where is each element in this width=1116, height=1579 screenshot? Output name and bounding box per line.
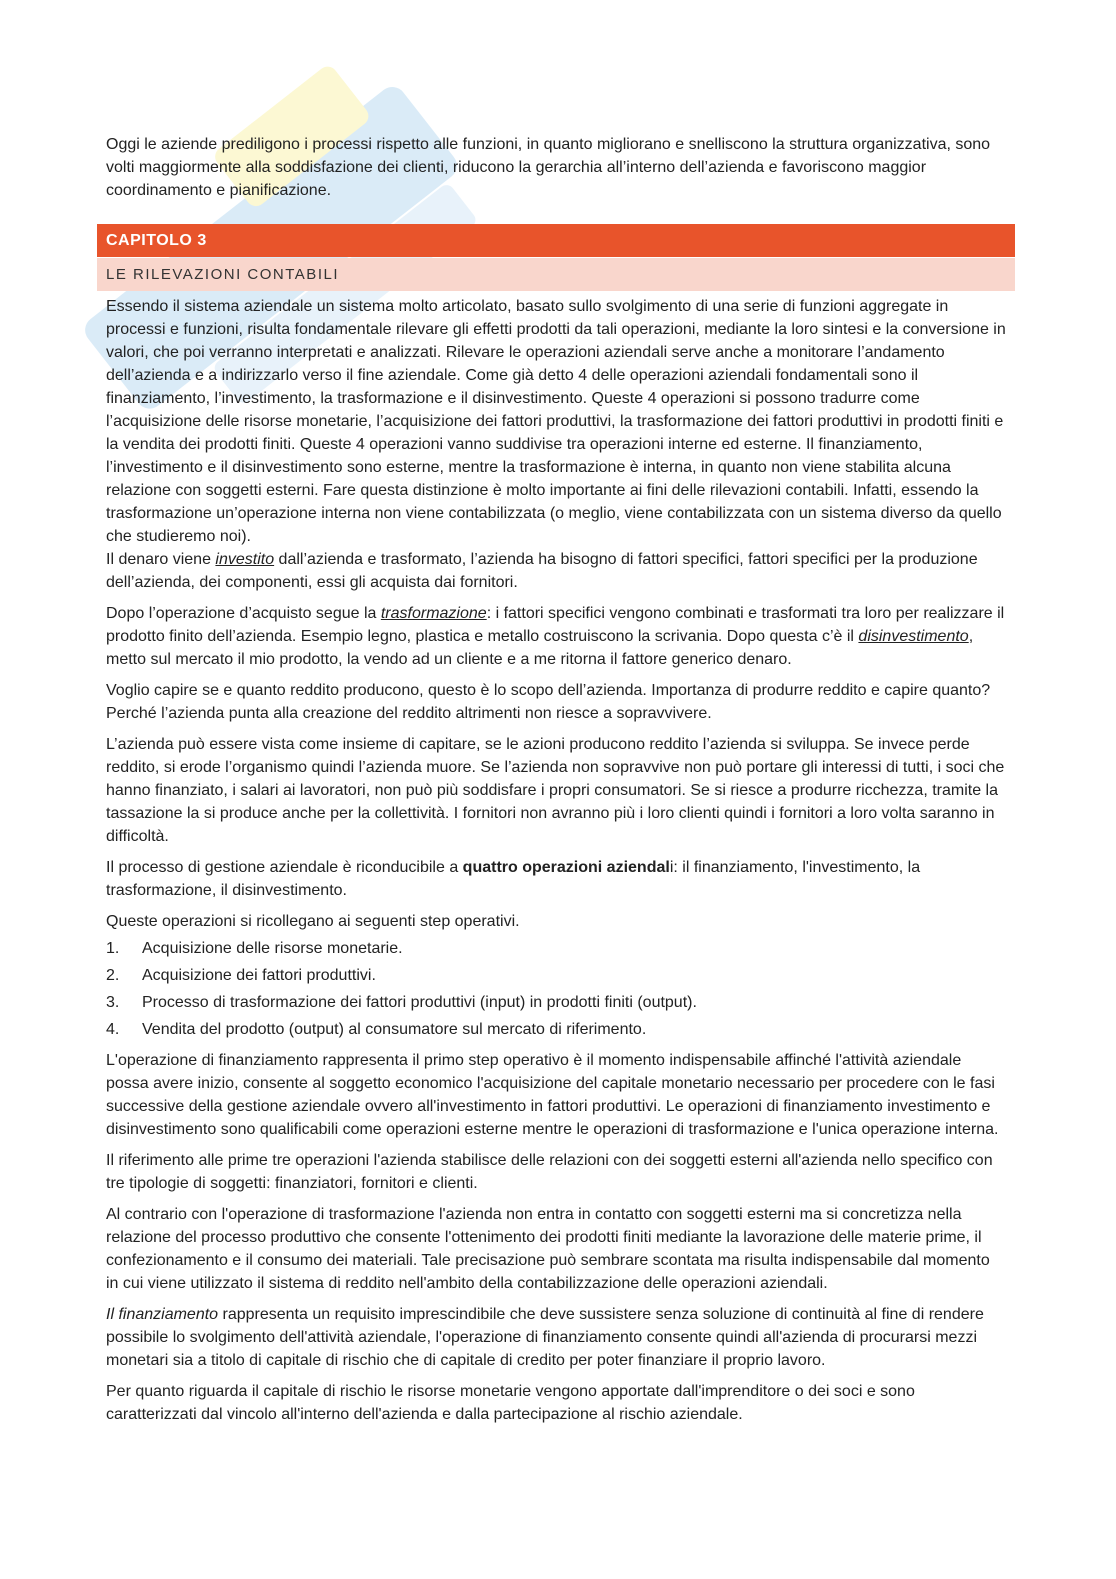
paragraph: Il riferimento alle prime tre operazioni l'azienda stabilisce delle relazioni con dei soggetti esterni all'azienda nello specifico con tre tipologie di soggetti: finanziatori, fornitori e clienti. <box>106 1152 993 1192</box>
list-item: 4. Vendita del prodotto (output) al consumatore sul mercato di riferimento. <box>106 1021 647 1038</box>
paragraph: Voglio capire se e quanto reddito producono, questo è lo scopo dell’azienda. Importanza di produrre reddito e capire quanto? Perché l’azienda punta alla creazione del reddito altrimenti non riesce a sopravvivere. <box>106 682 991 722</box>
paragraph: Al contrario con l'operazione di trasformazione l'azienda non entra in contatto con soggetti esterni ma si concretizza nella relazione del processo produttivo che consente l'ottenimento dei prodotti finiti mediante la lavorazione delle materie prime, il confezionamento e il consumo dei materiali. Tale precisazione può sembrare scontata ma risulta indispensabile dal momento in cui viene utilizzato il sistema di reddito nell'ambito della contabilizzazione delle operazioni aziendali. <box>106 1206 990 1292</box>
paragraph: Dopo l’operazione d’acquisto segue la trasformazione: i fattori specifici vengono combinati e trasformati tra loro per realizzare il prodotto finito dell’azienda. Esempio legno, plastica e metallo costruiscono la scrivania. Dopo questa c’è il disinvestimento, metto sul mercato il mio prodotto, la vendo ad un cliente e a me ritorna il fattore generico denaro. <box>106 605 1005 668</box>
term-investito: investito <box>215 551 275 568</box>
term-trasformazione: trasformazione <box>380 605 487 622</box>
bold-phrase: quattro operazioni aziendal <box>462 859 670 876</box>
paragraph: Il finanziamento rappresenta un requisito imprescindibile che deve sussistere senza soluzione di continuità al fine di rendere possibile lo svolgimento dell'attività aziendale, l'operazione di finanziamento consente quindi all'azienda di procurarsi mezzi monetari sia a titolo di capitale di rischio che di capitale di credito per poter finanziare il proprio lavoro. <box>106 1306 984 1369</box>
paragraph: L’azienda può essere vista come insieme di capitare, se le azioni producono reddito l’azienda si sviluppa. Se invece perde reddito, si erode l’organismo quindi l’azienda muore. Se l’azienda non sopravvive non può portare gli interessi di tutti, i soci che hanno finanziato, i salari ai lavoratori, non può più soddisfare i propri consumatori. Se si riesce a produrre ricchezza, tramite la tassazione la si produce anche per la collettività. I fornitori non avranno più i loro clienti quindi i fornitori a loro volta saranno in difficoltà. <box>106 736 1005 845</box>
paragraph: Il processo di gestione aziendale è riconducibile a quattro operazioni aziendali: il finanziamento, l'investimento, la trasformazione, il disinvestimento. <box>106 859 921 899</box>
paragraph: Il denaro viene investito dall’azienda e trasformato, l’azienda ha bisogno di fattori specifici, fattori specifici per la produzione dell’azienda, dei componenti, essi gli acquista dai fornitori. <box>106 551 978 591</box>
paragraph: L'operazione di finanziamento rappresenta il primo step operativo è il momento indispensabile affinché l'attività aziendale possa avere inizio, consente al soggetto economico l'acquisizione del capitale monetario necessario per procedere con le fasi successive della gestione aziendale ovvero all'investimento in fattori produttivi. Le operazioni di finanziamento investimento e disinvestimento sono qualificabili come operazioni esterne mentre le operazioni di trasformazione e l'unica operazione interna. <box>106 1052 999 1138</box>
list-item: 2. Acquisizione dei fattori produttivi. <box>106 967 376 984</box>
main-content <box>106 133 1006 1426</box>
paragraph: Per quanto riguarda il capitale di rischio le risorse monetarie vengono apportate dall'imprenditore o dei soci e sono caratterizzati dal vincolo all'interno dell'azienda e dalla partecipazione al rischio aziendale. <box>106 1383 915 1423</box>
intro-paragraph: Oggi le aziende prediligono i processi rispetto alle funzioni, in quanto migliorano e snelliscono la struttura organizzativa, sono volti maggiormente alla soddisfazione dei clienti, riducono la gerarchia all’interno dell’azienda e favoriscono maggior coordinamento e pianificazione. <box>106 136 991 199</box>
paragraph: Queste operazioni si ricollegano ai seguenti step operativi. <box>106 913 520 930</box>
chapter-heading: CAPITOLO 3 <box>97 224 1015 257</box>
list-item: 1. Acquisizione delle risorse monetarie. <box>106 940 403 957</box>
section-heading: LE RILEVAZIONI CONTABILI <box>97 258 1015 291</box>
term-finanziamento: Il finanziamento <box>106 1306 219 1323</box>
steps-list <box>106 937 1006 1041</box>
term-disinvestimento: disinvestimento <box>858 628 969 645</box>
list-item: 3. Processo di trasformazione dei fattori produttivi (input) in prodotti finiti (output). <box>106 994 697 1011</box>
paragraph: Essendo il sistema aziendale un sistema molto articolato, basato sullo svolgimento di una serie di funzioni aggregate in processi e funzioni, risulta fondamentale rilevare gli effetti prodotti da tali operazioni, mediante la loro sintesi e la conversione in valori, che poi verranno interpretati e analizzati. Rilevare le operazioni aziendali serve anche a monitorare l’andamento dell’azienda e a indirizzarlo verso il fine aziendale. Come già detto 4 delle operazioni aziendali fondamentali sono il finanziamento, l’investimento, la trasformazione e il disinvestimento. Queste 4 operazioni si possono tradurre come l’acquisizione delle risorse monetarie, l’acquisizione dei fattori produttivi, la trasformazione dei fattori produttivi in prodotti finiti e la vendita dei prodotti finiti. Queste 4 operazioni vanno suddivise tra operazioni interne ed esterne. Il finanziamento, l’investimento e il disinvestimento sono esterne, mentre la trasformazione è interna, in quanto non viene stabilita alcuna relazione con soggetti esterni. Fare questa distinzione è molto importante ai fini delle rilevazioni contabili. Infatti, essendo la trasformazione un’operazione interna non viene contabilizzata (o meglio, viene contabilizzata con un sistema diverso da quello che studieremo noi). <box>106 298 1006 545</box>
